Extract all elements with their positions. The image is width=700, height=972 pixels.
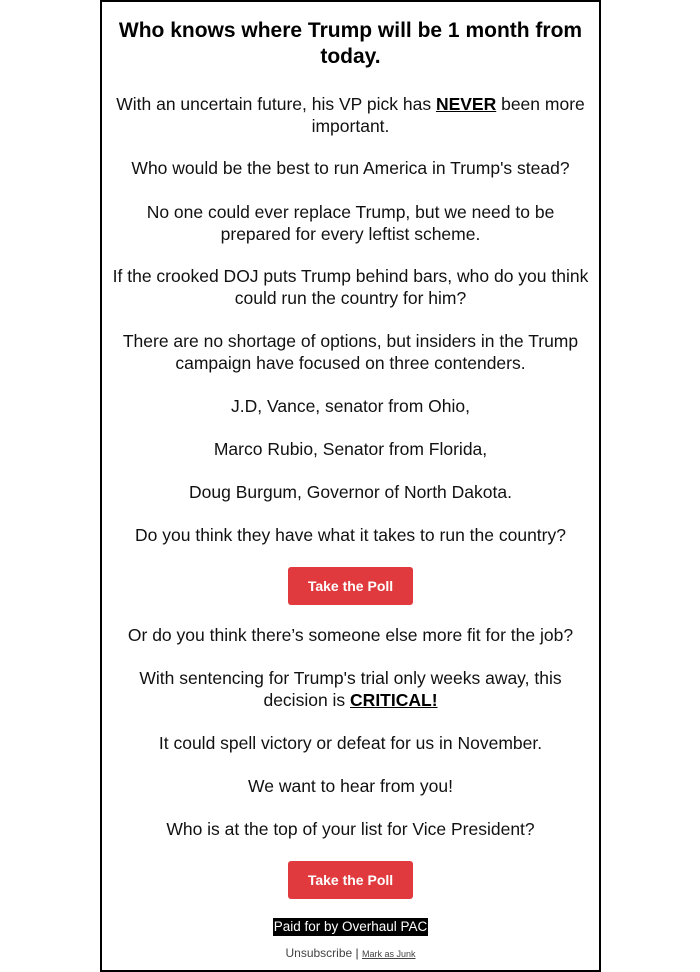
paragraph-vp-pick-text-after: been more important. <box>311 94 585 136</box>
paragraph-sentencing <box>110 667 591 711</box>
footer-separator: | <box>352 946 362 960</box>
paragraph-sentencing-text: With sentencing for Trump's trial only weeks away, this decision is <box>139 668 562 710</box>
unsubscribe-link[interactable]: Unsubscribe <box>285 946 353 960</box>
email-footer <box>102 945 599 962</box>
paragraph-vp-pick-text-before: With an uncertain future, his VP pick has <box>116 94 436 114</box>
email-body <box>102 2 599 970</box>
paid-for-text: Paid for by Overhaul PAC <box>273 919 428 934</box>
candidate-burgum: Doug Burgum, Governor of North Dakota. <box>189 482 512 502</box>
take-poll-button-1[interactable]: Take the Poll <box>288 567 413 605</box>
email-frame <box>100 0 601 972</box>
candidate-rubio: Marco Rubio, Senator from Florida, <box>213 439 488 459</box>
never-emphasis: NEVER <box>435 94 497 114</box>
critical-emphasis: CRITICAL! <box>350 690 438 710</box>
candidate-vance: J.D, Vance, senator from Ohio, <box>231 396 470 416</box>
paragraph-doj: If the crooked DOJ puts Trump behind bars, who do you think could run the country for him? <box>112 266 589 308</box>
mark-as-junk-link[interactable]: Mark as Junk <box>361 949 416 959</box>
paragraph-vp-pick <box>110 93 591 137</box>
paragraph-top-of-list: Who is at the top of your list for Vice President? <box>166 819 535 839</box>
paragraph-someone-else: Or do you think there’s someone else more fit for the job? <box>127 625 574 645</box>
paid-for-disclaimer <box>102 918 599 936</box>
paragraph-no-one-replace: No one could ever replace Trump, but we need to be prepared for every leftist scheme. <box>146 202 555 244</box>
take-poll-button-2[interactable]: Take the Poll <box>288 861 413 899</box>
paragraph-victory-defeat: It could spell victory or defeat for us in November. <box>158 733 543 753</box>
headline: Who knows where Trump will be 1 month from today. <box>118 19 583 68</box>
paragraph-who-best: Who would be the best to run America in Trump's stead? <box>131 158 570 178</box>
paragraph-options: There are no shortage of options, but insiders in the Trump campaign have focused on three contenders. <box>122 331 579 373</box>
paragraph-hear-from-you: We want to hear from you! <box>248 776 453 796</box>
paragraph-what-it-takes: Do you think they have what it takes to run the country? <box>135 525 566 545</box>
